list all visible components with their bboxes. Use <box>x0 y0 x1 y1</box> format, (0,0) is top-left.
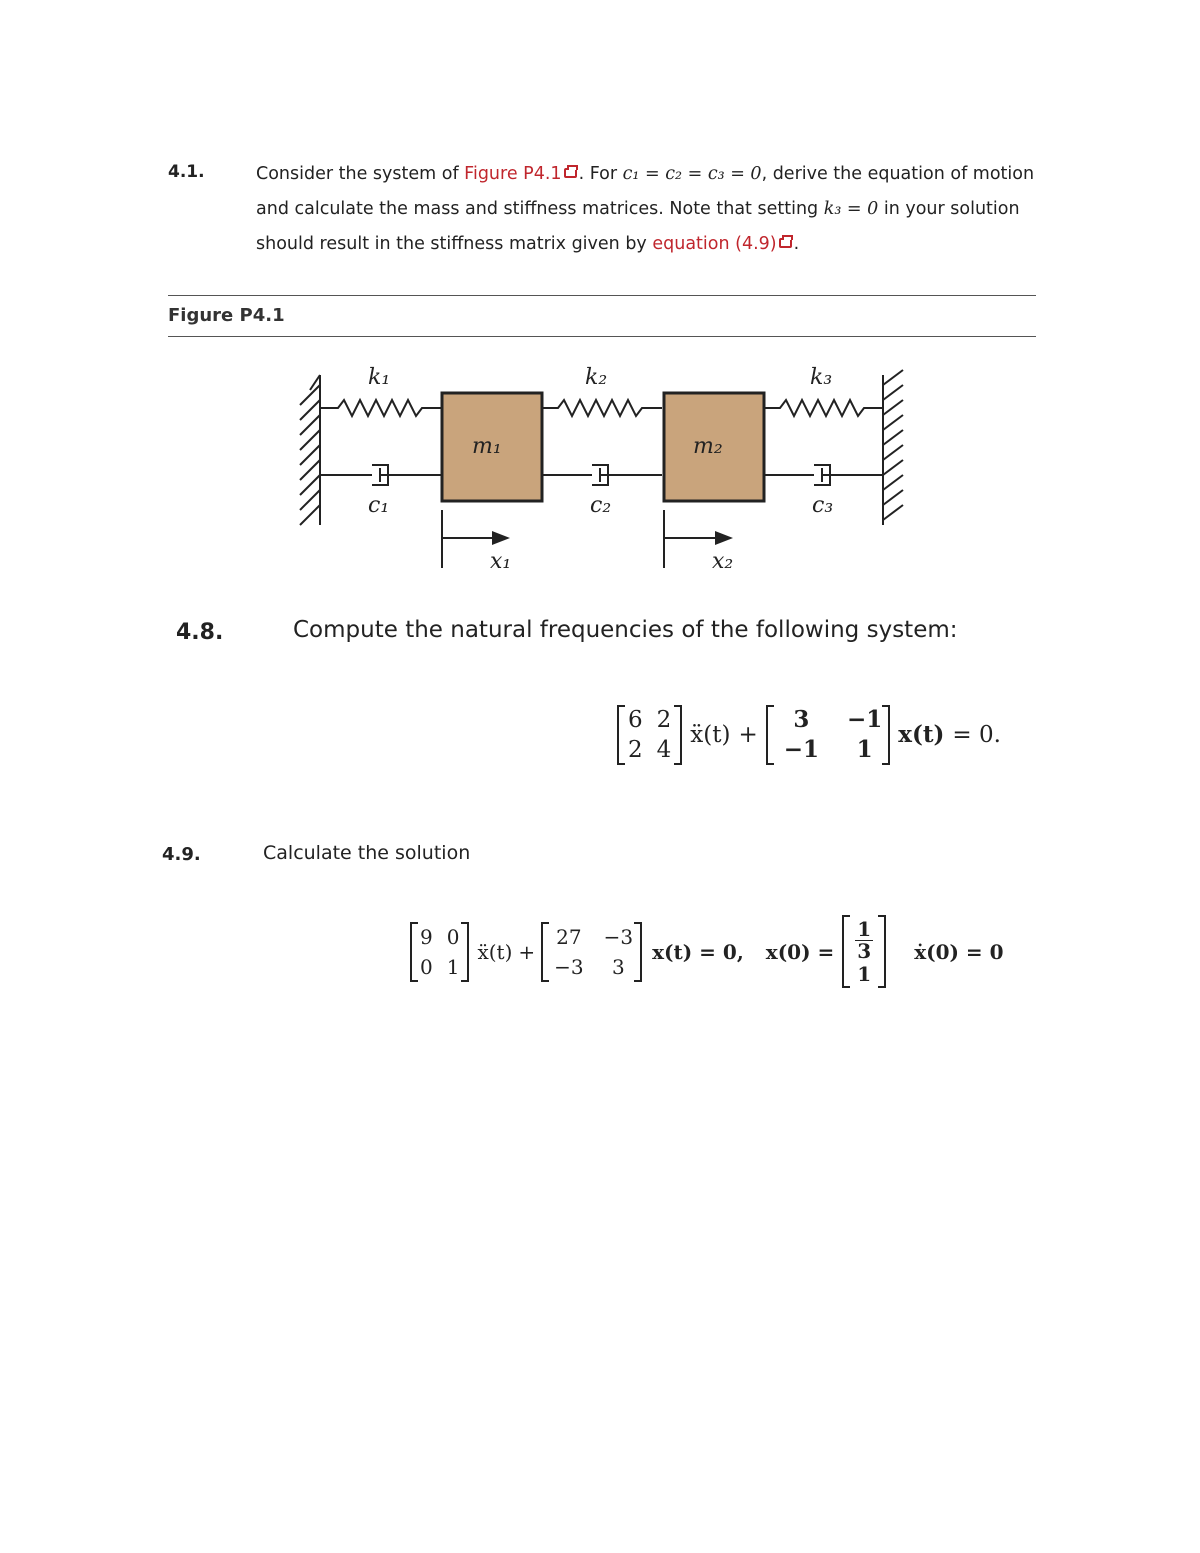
matrix-cell: 0 <box>446 924 460 949</box>
problem-number-4-9: 4.9. <box>162 844 201 865</box>
label-c2: c₂ <box>590 493 612 518</box>
matrix-cell: 27 <box>556 924 582 949</box>
label-k3: k₃ <box>810 365 833 390</box>
label-m1: m₁ <box>472 434 502 459</box>
matrix-cell: 6 <box>628 707 643 733</box>
damping-condition: c₁ = c₂ = c₃ = 0 <box>622 164 762 184</box>
spring-k3 <box>764 400 883 416</box>
initial-displacement-vector <box>842 915 886 988</box>
text-segment: , derive the equation of motion and calculate the mass and stiffness matrices. Note that setting <box>256 164 1035 219</box>
matrix-cell: 4 <box>656 737 672 763</box>
figure-bottom-rule <box>168 336 1036 337</box>
matrix-cell: 3 <box>793 706 810 733</box>
vector-cell: 1 <box>857 962 872 986</box>
label-k2: k₂ <box>585 365 608 390</box>
label-c1: c₁ <box>368 493 390 518</box>
initial-displacement-label: x(0) = <box>765 939 835 964</box>
equation-4-9 <box>410 915 1004 988</box>
label-c3: c₃ <box>812 493 834 518</box>
label-m2: m₂ <box>693 434 723 459</box>
stiffness-matrix-4-8 <box>766 705 891 765</box>
displacement-term: x(t) <box>898 721 945 748</box>
mass-matrix-4-8 <box>617 705 682 765</box>
text-segment: in your solution should result in the stiffness matrix given by <box>256 199 1020 254</box>
damper-c1 <box>320 465 442 485</box>
fraction: $\frac{1}{3}$ <box>857 917 872 963</box>
matrix-cell: 9 <box>420 924 433 949</box>
left-wall-hatch <box>300 375 320 525</box>
equation-rhs: = 0. <box>952 722 1001 748</box>
displacement-arrow-x2 <box>664 510 717 568</box>
text-segment: . <box>793 234 800 254</box>
problem-4-9-text: Calculate the solution <box>263 842 471 864</box>
acceleration-term: ẍ(t) <box>477 939 513 964</box>
figure-top-rule <box>168 295 1036 296</box>
vector-cell <box>848 917 880 962</box>
matrix-cell: 3 <box>612 954 625 979</box>
label-x1: x₁ <box>490 549 512 574</box>
figure-title: Figure P4.1 <box>168 305 285 326</box>
matrix-cell: 2 <box>628 737 643 763</box>
matrix-cell: 0 <box>420 954 433 979</box>
k3-condition: k₃ = 0 <box>823 199 879 219</box>
right-wall-hatch <box>883 370 903 520</box>
arrow-head-x1 <box>492 531 510 545</box>
external-link-icon[interactable] <box>779 238 792 248</box>
matrix-cell: 2 <box>656 707 672 733</box>
external-link-icon[interactable] <box>564 168 577 178</box>
spring-mass-damper-figure <box>280 350 920 590</box>
problem-4-1-text <box>256 157 1036 262</box>
label-k1: k₁ <box>368 365 391 390</box>
initial-velocity: ẋ(0) = 0 <box>914 939 1004 964</box>
matrix-cell: −1 <box>847 706 883 733</box>
plus-sign: + <box>738 722 758 748</box>
damper-c2 <box>542 465 662 485</box>
matrix-cell: −3 <box>603 924 634 949</box>
plus-sign: + <box>518 939 536 964</box>
displacement-arrow-x1 <box>442 510 495 568</box>
stiffness-matrix-4-9 <box>541 922 642 982</box>
matrix-cell: −1 <box>783 736 820 763</box>
mass-matrix-4-9 <box>410 922 469 982</box>
text-segment: . For <box>578 164 623 184</box>
displacement-equation: x(t) = 0, <box>652 939 744 964</box>
problem-number-4-1: 4.1. <box>168 162 205 182</box>
equation-4-9-link[interactable]: equation (4.9) <box>652 234 777 254</box>
matrix-cell: 1 <box>856 736 873 763</box>
damper-c3 <box>764 465 883 485</box>
acceleration-term: ẍ(t) <box>690 722 731 748</box>
problem-4-8-text: Compute the natural frequencies of the following system: <box>293 617 958 643</box>
spring-k1 <box>320 400 442 416</box>
spring-k2 <box>542 400 662 416</box>
matrix-cell: 1 <box>446 954 460 979</box>
arrow-head-x2 <box>715 531 733 545</box>
label-x2: x₂ <box>712 549 734 574</box>
problem-number-4-8: 4.8. <box>176 620 224 645</box>
matrix-cell: −3 <box>554 954 584 979</box>
equation-4-8 <box>617 705 1001 765</box>
text-segment: Consider the system of <box>256 164 465 184</box>
figure-p4-1-link[interactable]: Figure P4.1 <box>464 164 562 184</box>
